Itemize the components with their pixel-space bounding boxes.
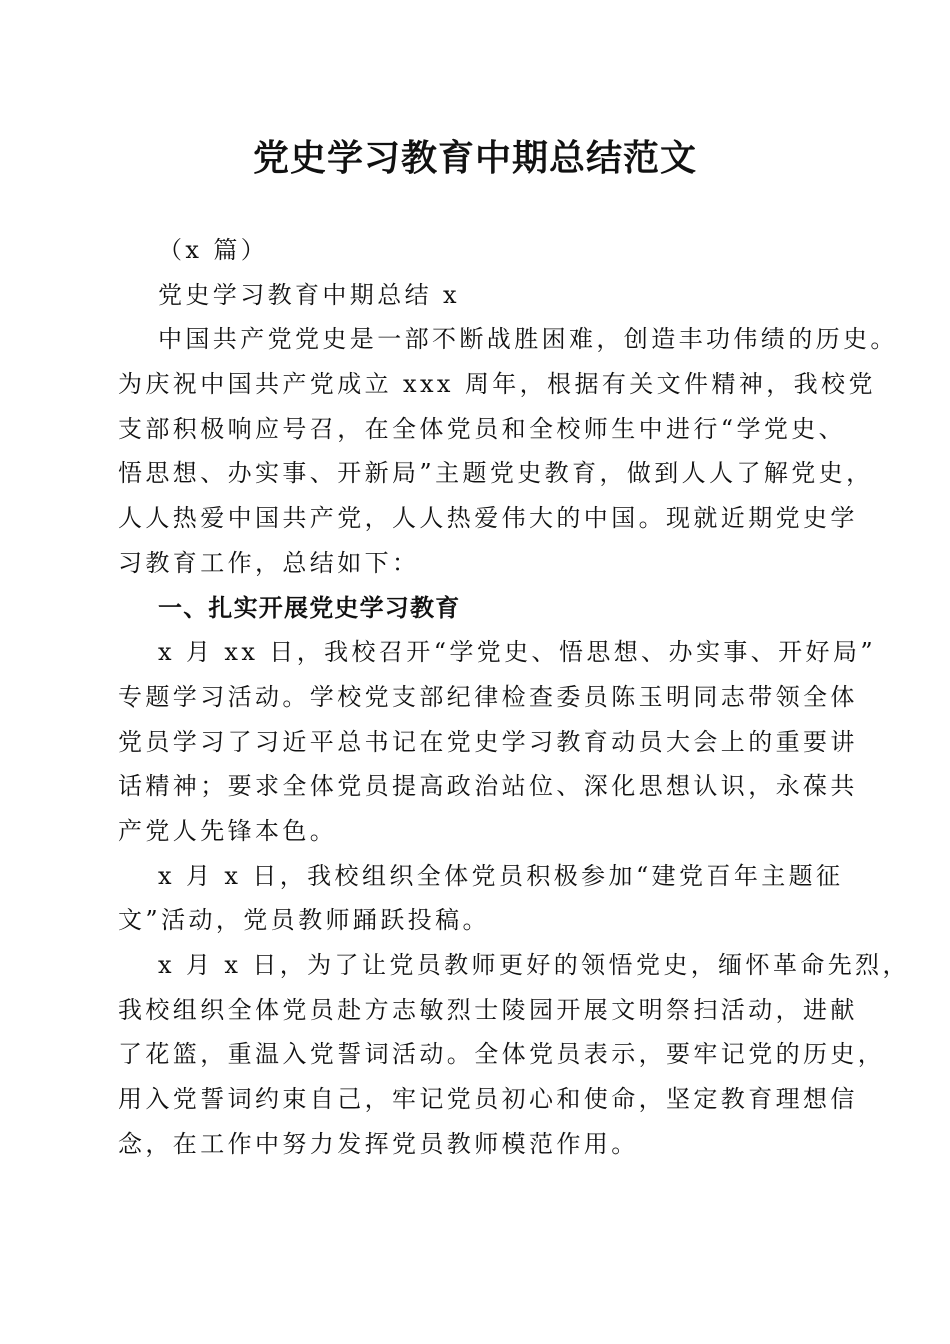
- paragraph-line: 用入党誓词约束自己，牢记党员初心和使命，坚定教育理想信: [118, 1085, 858, 1114]
- paragraph-line: 了花篮，重温入党誓词活动。全体党员表示，要牢记党的历史，: [118, 1040, 886, 1069]
- document-body: [118, 228, 910, 1166]
- document-title: 党史学习教育中期总结范文: [252, 137, 697, 179]
- paragraph-line: 中国共产党党史是一部不断战胜困难，创造丰功伟绩的历史。: [158, 325, 898, 354]
- paragraph-line: x 月 x 日，我校组织全体党员积极参加“建党百年主题征: [158, 861, 844, 890]
- paragraph-line: 人人热爱中国共产党，人人热爱伟大的中国。现就近期党史学: [118, 504, 858, 533]
- section-heading: 一、扎实开展党史学习教育: [158, 593, 461, 622]
- paragraph-line: 念，在工作中努力发挥党员教师模范作用。: [118, 1129, 639, 1158]
- paragraph-line: 产党人先锋本色。: [118, 816, 338, 845]
- paragraph-line: 我校组织全体党员赴方志敏烈士陵园开展文明祭扫活动，进献: [118, 995, 858, 1024]
- paragraph-line: x 月 xx 日，我校召开“学党史、悟思想、办实事、开好局”: [158, 638, 877, 667]
- article-count-label: （x 篇）: [158, 236, 269, 264]
- paragraph-line: 专题学习活动。学校党支部纪律检查委员陈玉明同志带领全体: [118, 682, 858, 711]
- paragraph-line: 党员学习了习近平总书记在党史学习教育动员大会上的重要讲: [118, 727, 858, 756]
- paragraph-line: 支部积极响应号召，在全体党员和全校师生中进行“学党史、: [118, 414, 847, 443]
- paragraph-line: 悟思想、办实事、开新局”主题党史教育，做到人人了解党史，: [118, 459, 874, 488]
- paragraph-line: x 月 x 日，为了让党员教师更好的领悟党史，缅怀革命先烈，: [158, 951, 910, 979]
- paragraph-line: 话精神；要求全体党员提高政治站位、深化思想认识，永葆共: [118, 772, 858, 801]
- paragraph-line: 习教育工作，总结如下：: [118, 548, 420, 577]
- paragraph-line: 文”活动，党员教师踊跃投稿。: [118, 906, 490, 935]
- subtitle: 党史学习教育中期总结 x: [158, 280, 460, 309]
- paragraph-line: 为庆祝中国共产党成立 xxx 周年，根据有关文件精神，我校党: [118, 370, 876, 399]
